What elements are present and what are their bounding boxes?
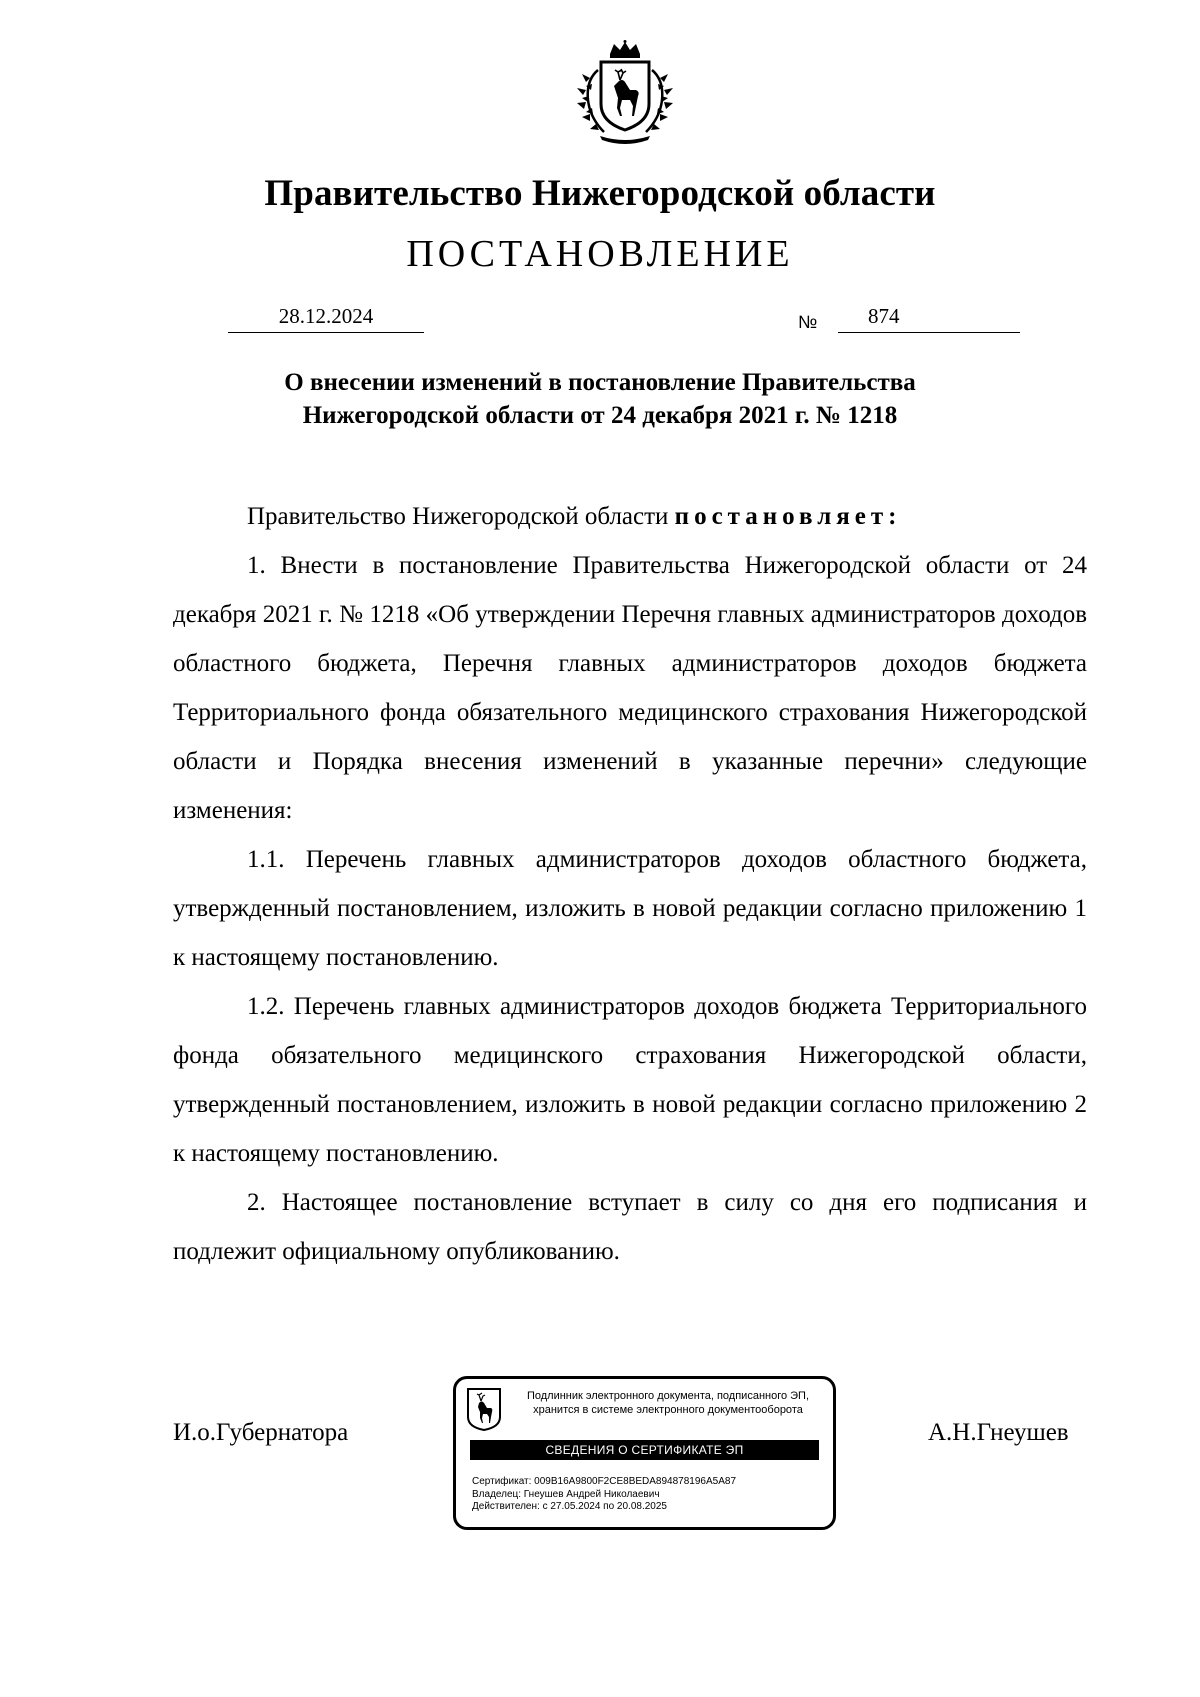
stamp-note-line-2: хранится в системе электронного документооборота [533,1404,803,1416]
coat-of-arms-emblem [570,40,680,148]
stamp-note-line-1: Подлинник электронного документа, подписанного ЭП, [526,1390,810,1402]
certificate-validity: Действителен: с 27.05.2024 по 20.08.2025 [472,1501,667,1512]
document-number-field [838,302,1020,333]
document-date: 28.12.2024 [228,302,424,333]
deer-icon [466,1387,502,1431]
intro-verb: постановляет: [674,503,902,530]
paragraph-2: 2. Настоящее постановление вступает в силу со дня его подписания и подлежит официальному опубликованию. [173,1189,1087,1265]
certificate-details [472,1476,736,1514]
paragraph-1-2: 1.2. Перечень главных администраторов доходов бюджета Территориального фонда обязательного медицинского страхования Нижегородской области, утвержденный постановлением, изложить в новой редакции согласно приложению 2 к настоящему постановлению. [173,993,1087,1167]
electronic-signature-stamp [453,1376,836,1530]
intro-paragraph [173,492,1087,541]
intro-prefix: Правительство Нижегородской области [247,503,669,530]
certificate-id: Сертификат: 009B16A9800F2CE8BEDA894878196A5A87 [472,1476,737,1487]
government-title: Правительство Нижегородской области [264,173,936,214]
paragraph-1-1: 1.1. Перечень главных администраторов доходов областного бюджета, утвержденный постановлением, изложить в новой редакции согласно приложению 1 к настоящему постановлению. [173,846,1087,971]
paragraph-1: 1. Внести в постановление Правительства Нижегородской области от 24 декабря 2021 г. № 1218 «Об утверждении Перечня главных администраторов доходов областного бюджета, Перечня главных администраторов доходов бюджета Территориального фонда обязательного медицинского страхования Нижегородской области и Порядка внесения изменений в указанные перечни» следующие изменения: [173,552,1087,824]
certificate-owner: Владелец: Гнеушев Андрей Николаевич [472,1488,660,1500]
document-type: ПОСТАНОВЛЕНИЕ [406,233,794,275]
number-sign: № [798,312,818,332]
signer-name: А.Н.Гнеушев [928,1419,1069,1446]
document-body [173,492,1087,1276]
document-subject [0,366,1200,432]
stamp-note [508,1389,828,1417]
document-number: 874 [868,304,900,328]
subject-line-1: О внесении изменений в постановление Правительства [284,369,916,396]
certificate-banner: СВЕДЕНИЯ О СЕРТИФИКАТЕ ЭП [470,1440,819,1460]
subject-line-2: Нижегородской области от 24 декабря 2021 г. № 1218 [302,402,898,429]
signer-position: И.о.Губернатора [173,1419,349,1446]
